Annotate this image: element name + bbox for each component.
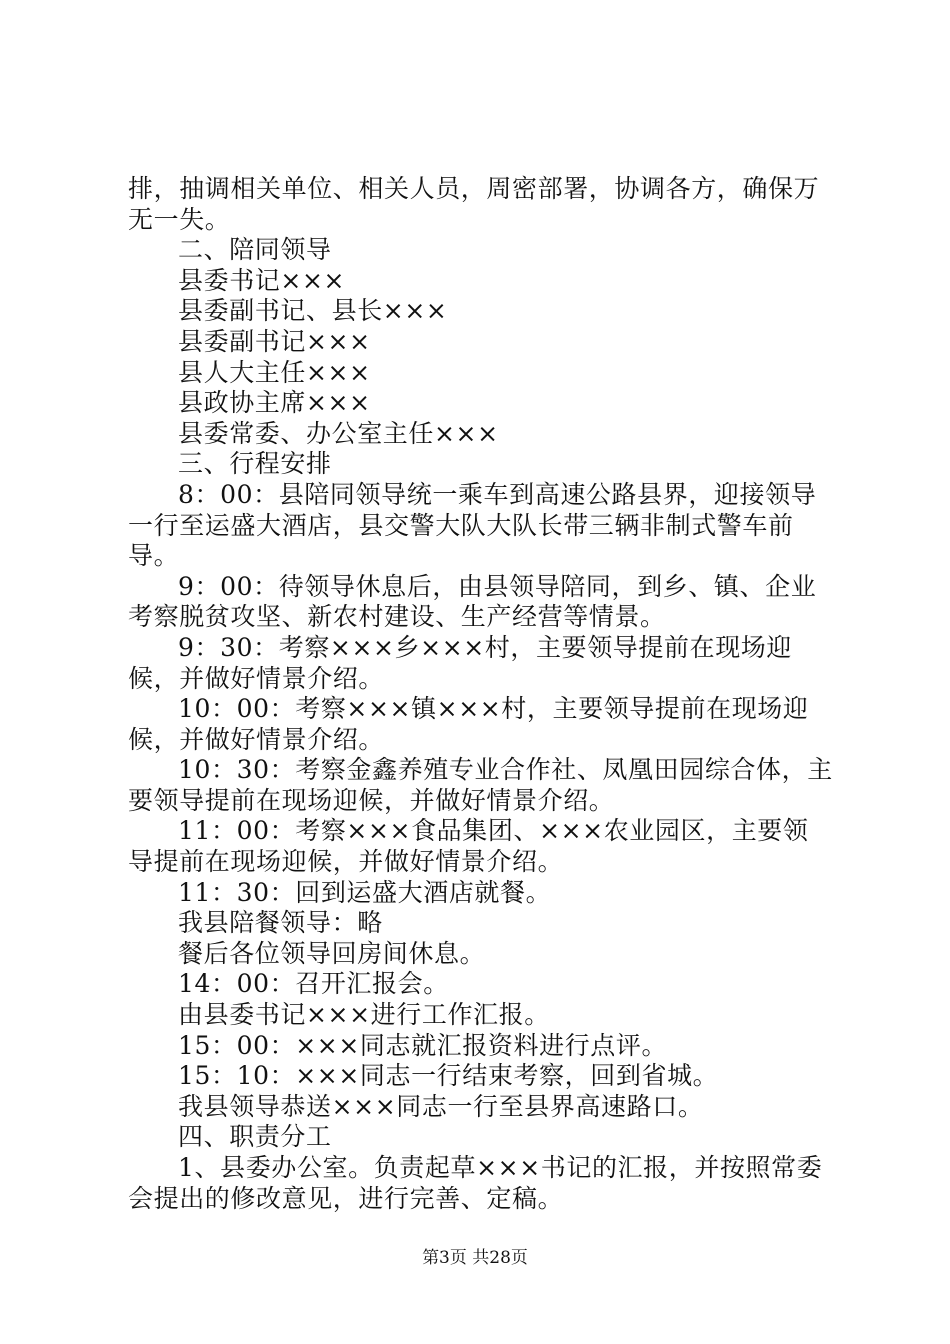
leader-line: 县委常委、办公室主任××× (178, 418, 499, 448)
leader-line: 县政协主席××× (178, 388, 371, 418)
document-body (128, 174, 833, 1214)
leader-line: 县人大主任××× (178, 357, 371, 387)
section-heading: 四、职责分工 (178, 1122, 332, 1152)
paragraph: 1、县委办公室。负责起草×××书记的汇报，并按照常委会提出的修改意见，进行完善、定稿。 (128, 1153, 823, 1213)
leader-line: 县委副书记××× (178, 326, 371, 356)
page-indicator: 第3页 共28页 (422, 1248, 528, 1268)
schedule-item: 15：00：×××同志就汇报资料进行点评。 (178, 1030, 668, 1060)
schedule-item: 9：30：考察×××乡×××村，主要领导提前在现场迎候，并做好情景介绍。 (128, 632, 793, 693)
leader-line: 县委副书记、县长××× (178, 296, 448, 326)
schedule-item: 我县陪餐领导：略 (178, 908, 383, 938)
schedule-item: 10：00：考察×××镇×××村，主要领导提前在现场迎候，并做好情景介绍。 (128, 694, 809, 754)
schedule-item: 11：00：考察×××食品集团、×××农业园区，主要领导提前在现场迎候，并做好情景介绍。 (128, 816, 809, 877)
paragraph: 排，抽调相关单位、相关人员，周密部署，协调各方，确保万无一失。 (128, 174, 820, 234)
section-heading: 二、陪同领导 (178, 235, 332, 265)
leader-line: 县委书记××× (178, 265, 346, 295)
schedule-item: 9：00：待领导休息后，由县领导陪同，到乡、镇、企业考察脱贫攻坚、新农村建设、生产经营等情景。 (128, 571, 817, 632)
page-footer (0, 1243, 950, 1268)
schedule-item: 8：00：县陪同领导统一乘车到高速公路县界，迎接领导一行至运盛大酒店，县交警大队大队长带三辆非制式警车前导。 (128, 479, 817, 571)
schedule-item: 10：30：考察金鑫养殖专业合作社、凤凰田园综合体，主要领导提前在现场迎候，并做好情景介绍。 (128, 755, 833, 815)
schedule-item: 由县委书记×××进行工作汇报。 (178, 1000, 550, 1030)
schedule-item: 餐后各位领导回房间休息。 (178, 938, 486, 968)
schedule-item: 15：10：×××同志一行结束考察，回到省城。 (178, 1061, 719, 1091)
schedule-item: 14：00：召开汇报会。 (178, 969, 449, 999)
schedule-item: 我县领导恭送×××同志一行至县界高速路口。 (178, 1091, 704, 1121)
section-heading: 三、行程安排 (178, 449, 332, 479)
schedule-item: 11：30：回到运盛大酒店就餐。 (178, 877, 552, 907)
